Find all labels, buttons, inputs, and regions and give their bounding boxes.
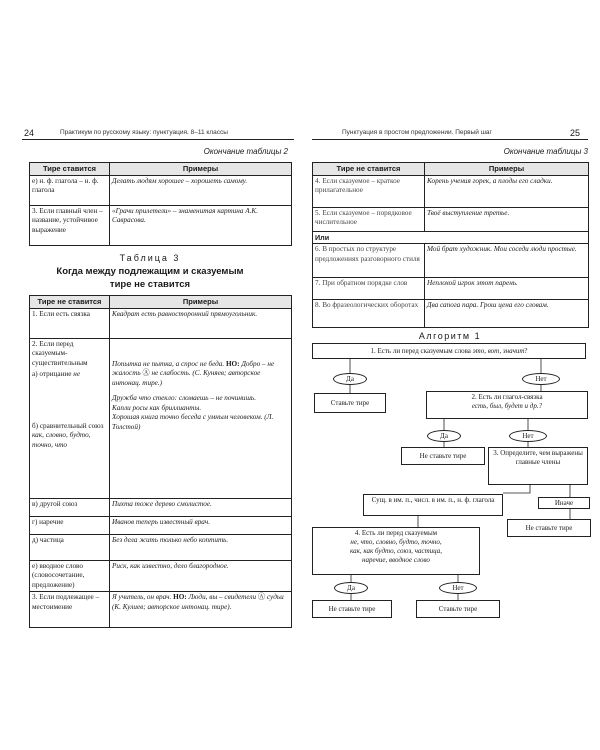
question-1-box	[312, 343, 586, 359]
rule-text: 2. Если перед сказуемым-существительным	[32, 339, 88, 367]
rule-item	[32, 370, 107, 380]
question-4-box	[312, 527, 480, 575]
put-dash-box: Ставьте тире	[416, 600, 500, 618]
table-cell: Корень учения горек, а плоды его сладки.	[425, 175, 589, 207]
question-keywords: как, как будто, союз, частица,	[349, 547, 443, 555]
note-marker: НО:	[171, 593, 189, 601]
table-cell: Без дела жить только небо коптить.	[110, 534, 292, 560]
header-rule	[22, 139, 294, 140]
example-text	[112, 360, 289, 389]
no-dash-box: Не ставьте тире	[401, 447, 485, 465]
table-cell	[30, 338, 110, 498]
table-cell: Два сапога пара. Грош цена его словам.	[425, 300, 589, 328]
yes-oval: Да	[333, 373, 367, 385]
example-part: судьи (К. Кулиев; авторское интонац. тире).	[112, 593, 284, 611]
question-keywords: это, вот, значит	[472, 347, 525, 355]
table-cell: Делать людям хорошее – хорошеть самому.	[110, 175, 292, 205]
running-head: Практикум по русскому языку: пунктуация. 8–11 классы	[60, 129, 228, 136]
table-cell	[110, 338, 292, 498]
rule-text: б) сравнительный союз	[32, 421, 104, 430]
table-cell: Риск, как известно, дело благородное.	[110, 560, 292, 592]
table-cell: е) вводное слово (словосочетание, предложение)	[30, 560, 110, 592]
table-cell: 1. Если есть связка	[30, 308, 110, 338]
example-part: Я учитель, он врач.	[112, 593, 172, 601]
question-text: 1. Есть ли перед сказуемым слова	[370, 347, 473, 355]
column-header: Примеры	[110, 163, 292, 176]
example-text: Капли росы как бриллианты.	[112, 403, 202, 412]
table-3-title-line1: Когда между подлежащим и сказуемым	[56, 266, 244, 277]
yes-oval: Да	[427, 430, 461, 442]
table-cell: 5. Если сказуемое – порядковое числительное	[313, 207, 425, 231]
example-part: Попытка не пытка, а спрос не беда.	[112, 359, 225, 368]
table-3	[29, 295, 292, 628]
question-text: 4. Есть ли перед сказуемым	[354, 529, 438, 537]
page-number: 25	[570, 128, 581, 138]
question-mark: ?	[524, 347, 528, 355]
table-cell: е) н. ф. глагола – н. ф. глагола	[30, 175, 110, 205]
question-text: 2. Есть ли глагол-связка	[471, 393, 543, 401]
table-cell: Или	[313, 231, 589, 244]
table-cell: Иванов теперь известный врач.	[110, 516, 292, 534]
note-marker: НО:	[224, 359, 242, 368]
column-header: Примеры	[110, 296, 292, 309]
algorithm-title: Алгоритм 1	[418, 331, 482, 341]
put-dash-box: Ставьте тире	[314, 393, 386, 413]
table-2-end	[29, 162, 292, 246]
no-oval: Нет	[439, 582, 477, 594]
table-cell: 3. Если подлежащее – местоимение	[30, 592, 110, 628]
table-cell	[110, 592, 292, 628]
table-cell: 6. В простых по структуре предложениях разговорного стиля	[313, 244, 425, 278]
circle-a-icon: Ⓐ	[257, 593, 266, 601]
rule-text: а) отрицание	[32, 370, 74, 378]
table-3-title-line2: тире не ставится	[109, 279, 191, 290]
column-header: Тире ставится	[30, 163, 110, 176]
yes-oval: Да	[334, 582, 368, 594]
rule-keyword: не	[73, 370, 81, 378]
column-header: Тире не ставится	[30, 296, 110, 309]
question-2-box	[426, 391, 588, 419]
circle-a-icon: Ⓐ	[142, 369, 150, 377]
otherwise-box: Иначе	[538, 497, 590, 509]
table-cell: 8. Во фразеологических оборотах	[313, 300, 425, 328]
question-keywords: наречие, вводное слово	[362, 556, 430, 564]
table-cell: г) наречие	[30, 516, 110, 534]
table-cell: Квадрат есть равносторонний прямоугольник.	[110, 308, 292, 338]
table-cell: Неплохой игрок этот парень.	[425, 278, 589, 300]
rule-item	[32, 422, 107, 451]
table-cell: «Грачи прилетели» – знаменитая картина А.К. Саврасова.	[110, 205, 292, 245]
example-text: Хорошая книга точно беседа с умным человеком. (Л. Толстой)	[112, 413, 274, 431]
table-cell: 3. Если главный член – название, устойчивое выражение	[30, 205, 110, 245]
column-header: Тире не ставится	[313, 163, 425, 176]
example-part: Люди, вы – свидетели	[188, 593, 257, 601]
no-oval: Нет	[509, 430, 547, 442]
connector-line	[503, 485, 530, 493]
no-dash-box: Не ставьте тире	[312, 600, 392, 618]
table-cell: Мой брат художник. Мои соседи люди простые.	[425, 244, 589, 278]
question-keywords: есть, был, будет и др.?	[471, 402, 543, 410]
rule-keyword: как, словно, будто, точно, что	[32, 431, 91, 449]
running-head: Пунктуация в простом предложении. Первый шаг	[342, 129, 492, 136]
table-cell: в) другой союз	[30, 498, 110, 516]
table-cell: Пихта тоже дерево смолистое.	[110, 498, 292, 516]
table-3-label: Таблица 3	[119, 253, 181, 263]
example-text: Дружба что стекло: сломаешь – не починишь.	[112, 394, 256, 402]
no-dash-box: Не ставьте тире	[507, 519, 591, 537]
no-oval: Нет	[522, 373, 560, 385]
question-3-box: 3. Определите, чем выражены главные члены	[488, 447, 588, 485]
noun-case-box: Сущ. в им. п., числ. в им. п., н. ф. глагола	[363, 494, 503, 516]
column-header: Примеры	[425, 163, 589, 176]
example-part: Добро – не жалость	[112, 359, 275, 377]
table-cell: 4. Если сказуемое – краткое прилагательное	[313, 175, 425, 207]
page-number: 24	[24, 128, 35, 138]
table-cell: 7. При обратном порядке слов	[313, 278, 425, 300]
question-keywords: не, что, словно, будто, точно,	[350, 538, 442, 546]
example-part: не слабость. (С. Куняев; авторское интонац. тире.)	[112, 369, 261, 387]
right-page	[300, 0, 600, 750]
table-cell: Твоё выступление третье.	[425, 207, 589, 231]
table-continuation-label: Окончание таблицы 3	[503, 147, 588, 156]
table-continuation-label: Окончание таблицы 2	[203, 147, 288, 156]
table-cell: д) частица	[30, 534, 110, 560]
